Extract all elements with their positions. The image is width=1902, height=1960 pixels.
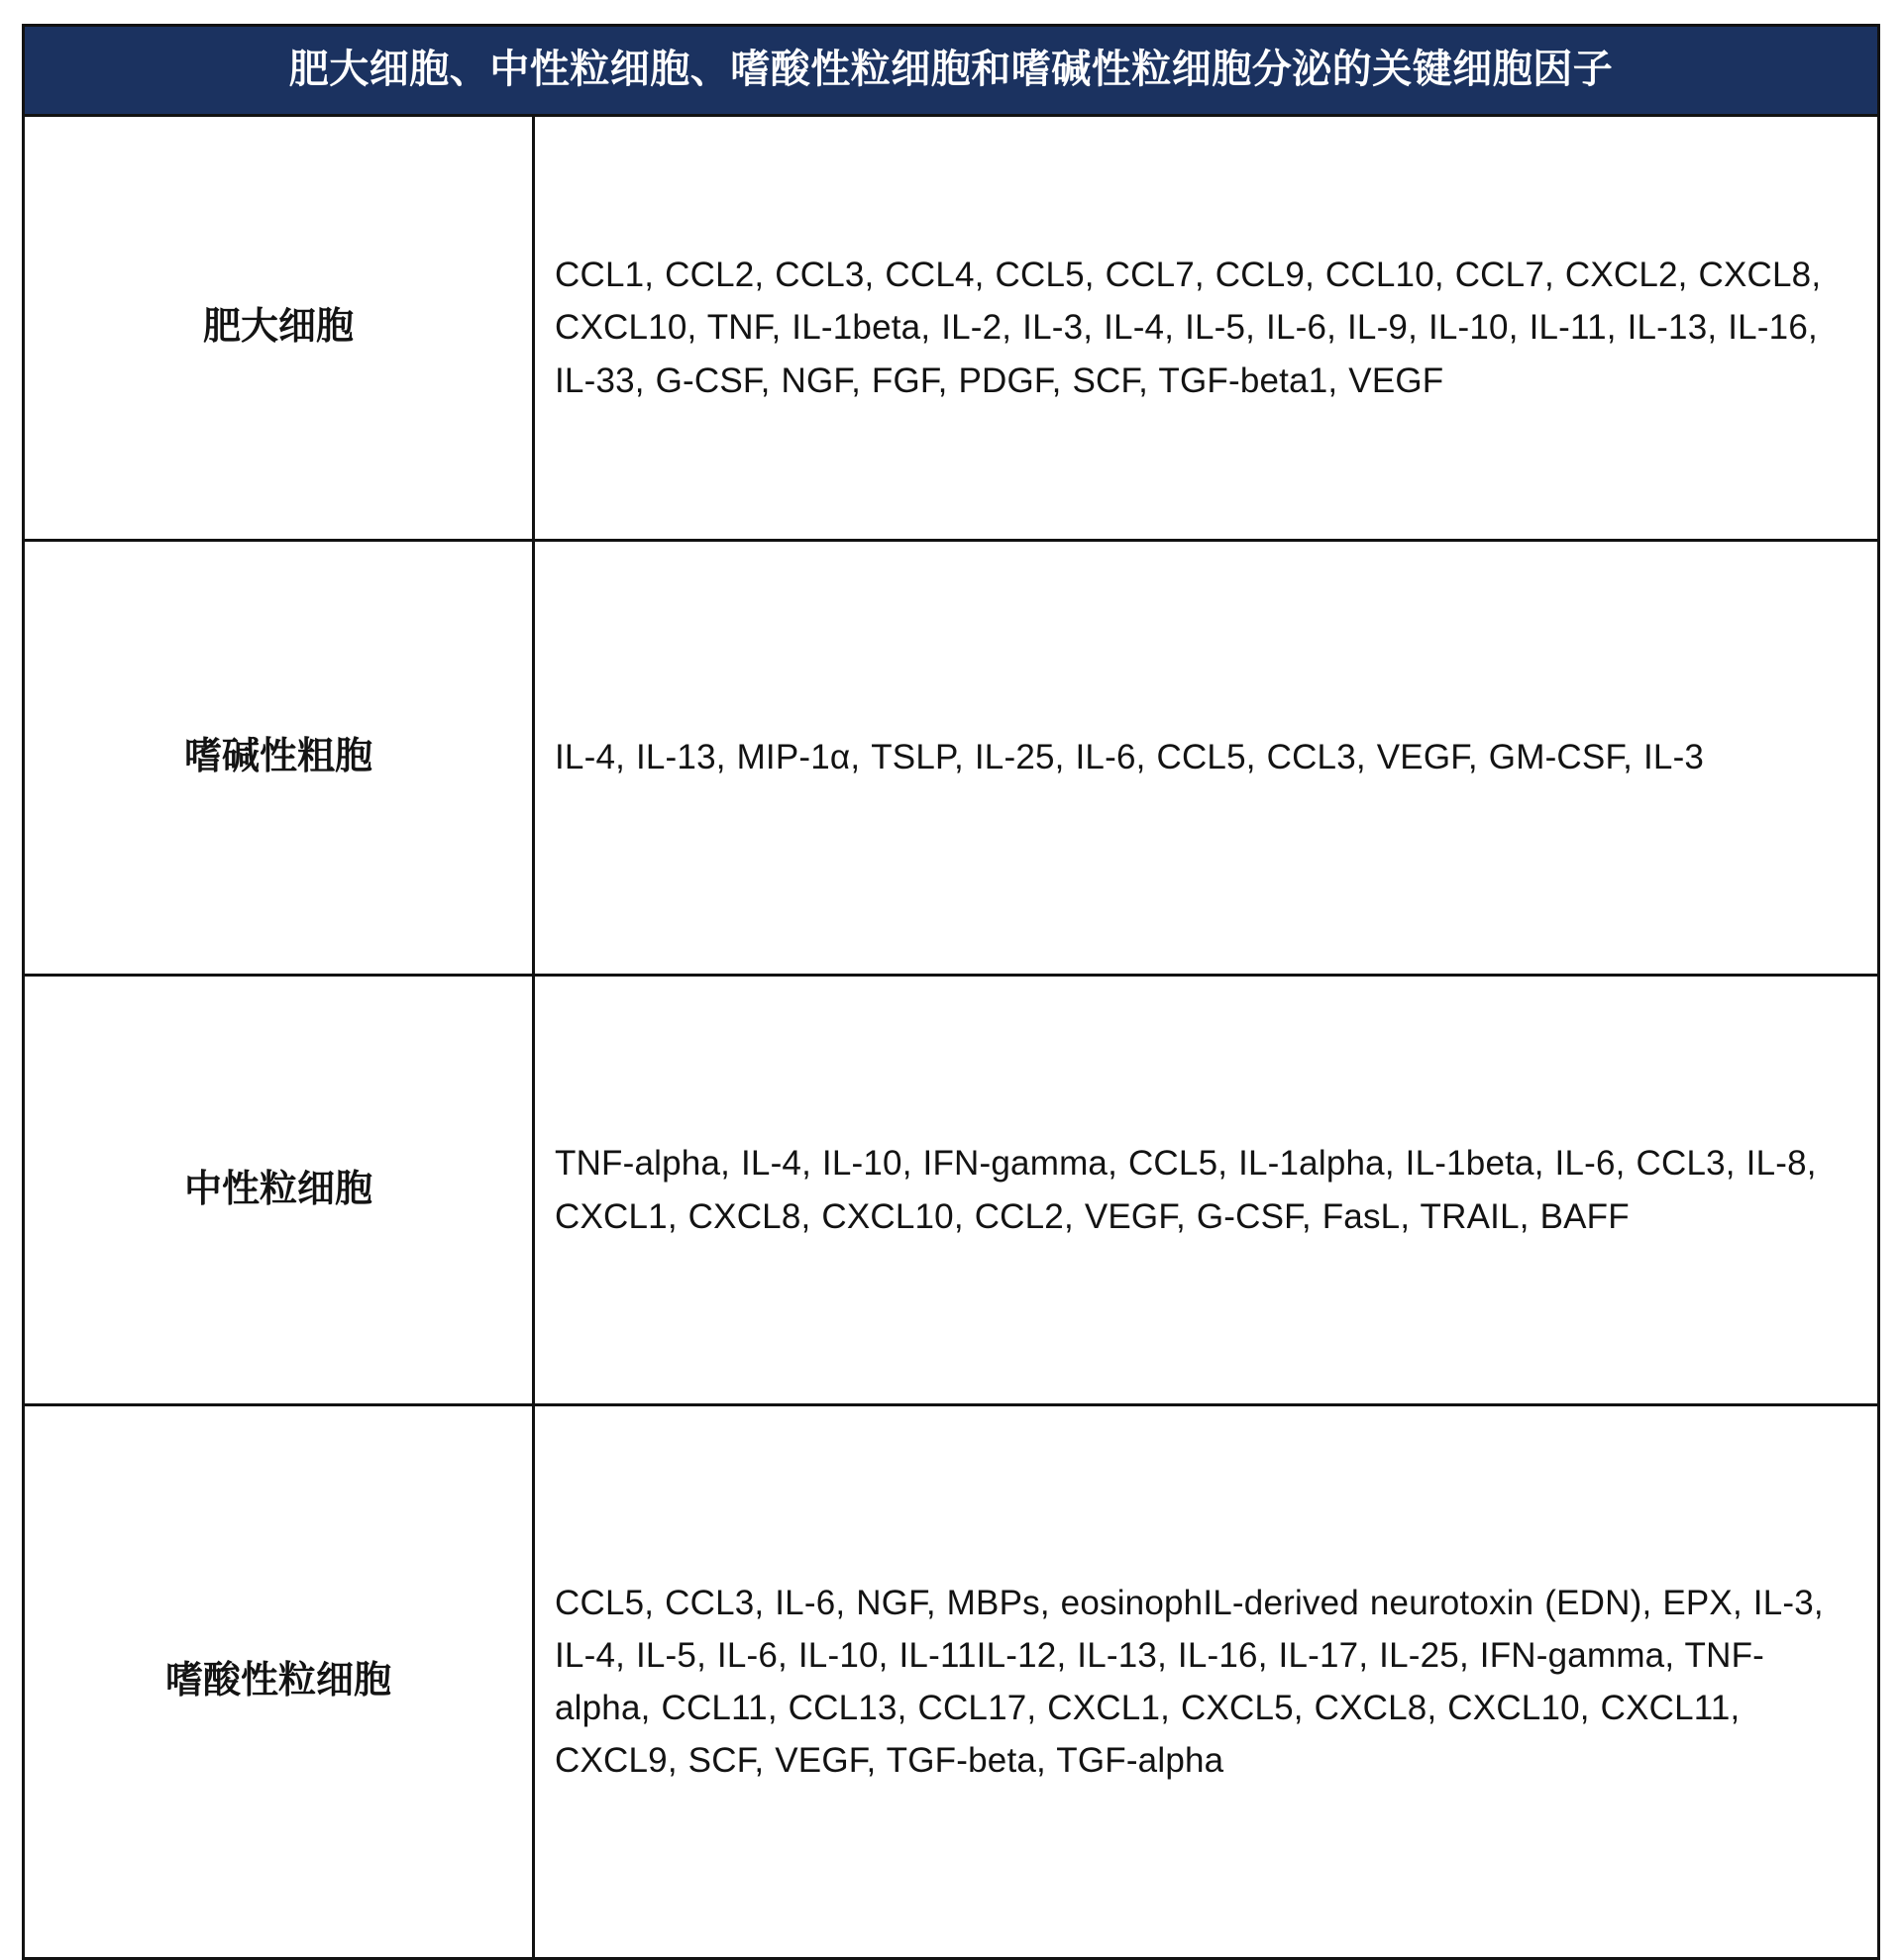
- table-title-row: [24, 26, 1879, 116]
- table-row: [24, 976, 1879, 1405]
- cytokine-table: [22, 24, 1880, 1960]
- table-title-cell: [24, 26, 1879, 116]
- row-content-eosinophil: CCL5, CCL3, IL-6, NGF, MBPs, eosinophIL-derived neurotoxin (EDN), EPX, IL-3, IL-4, IL-5, IL-6, IL-10, IL-11IL-12, IL-13, IL-16, IL-17, IL-25, IFN-gamma, TNF-alpha, CCL11, CCL13, CCL17, CXCL1, CXCL5, CXCL8, CXCL10, CXCL11, CXCL9, SCF, VEGF, TGF-beta, TGF-alpha: [534, 1405, 1879, 1959]
- row-content-mast-cell: CCL1, CCL2, CCL3, CCL4, CCL5, CCL7, CCL9, CCL10, CCL7, CXCL2, CXCL8, CXCL10, TNF, IL-1beta, IL-2, IL-3, IL-4, IL-5, IL-6, IL-9, IL-10, IL-11, IL-13, IL-16, IL-33, G-CSF, NGF, FGF, PDGF, SCF, TGF-beta1, VEGF: [534, 116, 1879, 541]
- row-label-mast-cell: 肥大细胞: [24, 116, 534, 541]
- row-label-basophil: 嗜碱性粗胞: [24, 541, 534, 976]
- page-title: 肥大细胞、中性粒细胞、嗜酸性粒细胞和嗜碱性粒细胞分泌的关键细胞因子: [288, 48, 1614, 91]
- table-row: [24, 116, 1879, 541]
- row-content-basophil: IL-4, IL-13, MIP-1α, TSLP, IL-25, IL-6, CCL5, CCL3, VEGF, GM-CSF, IL-3: [534, 541, 1879, 976]
- row-content-neutrophil: TNF-alpha, IL-4, IL-10, IFN-gamma, CCL5, IL-1alpha, IL-1beta, IL-6, CCL3, IL-8, CXCL1, CXCL8, CXCL10, CCL2, VEGF, G-CSF, FasL, TRAIL, BAFF: [534, 976, 1879, 1405]
- row-label-neutrophil: 中性粒细胞: [24, 976, 534, 1405]
- row-label-eosinophil: 嗜酸性粒细胞: [24, 1405, 534, 1959]
- table-row: [24, 1405, 1879, 1959]
- table-row: [24, 541, 1879, 976]
